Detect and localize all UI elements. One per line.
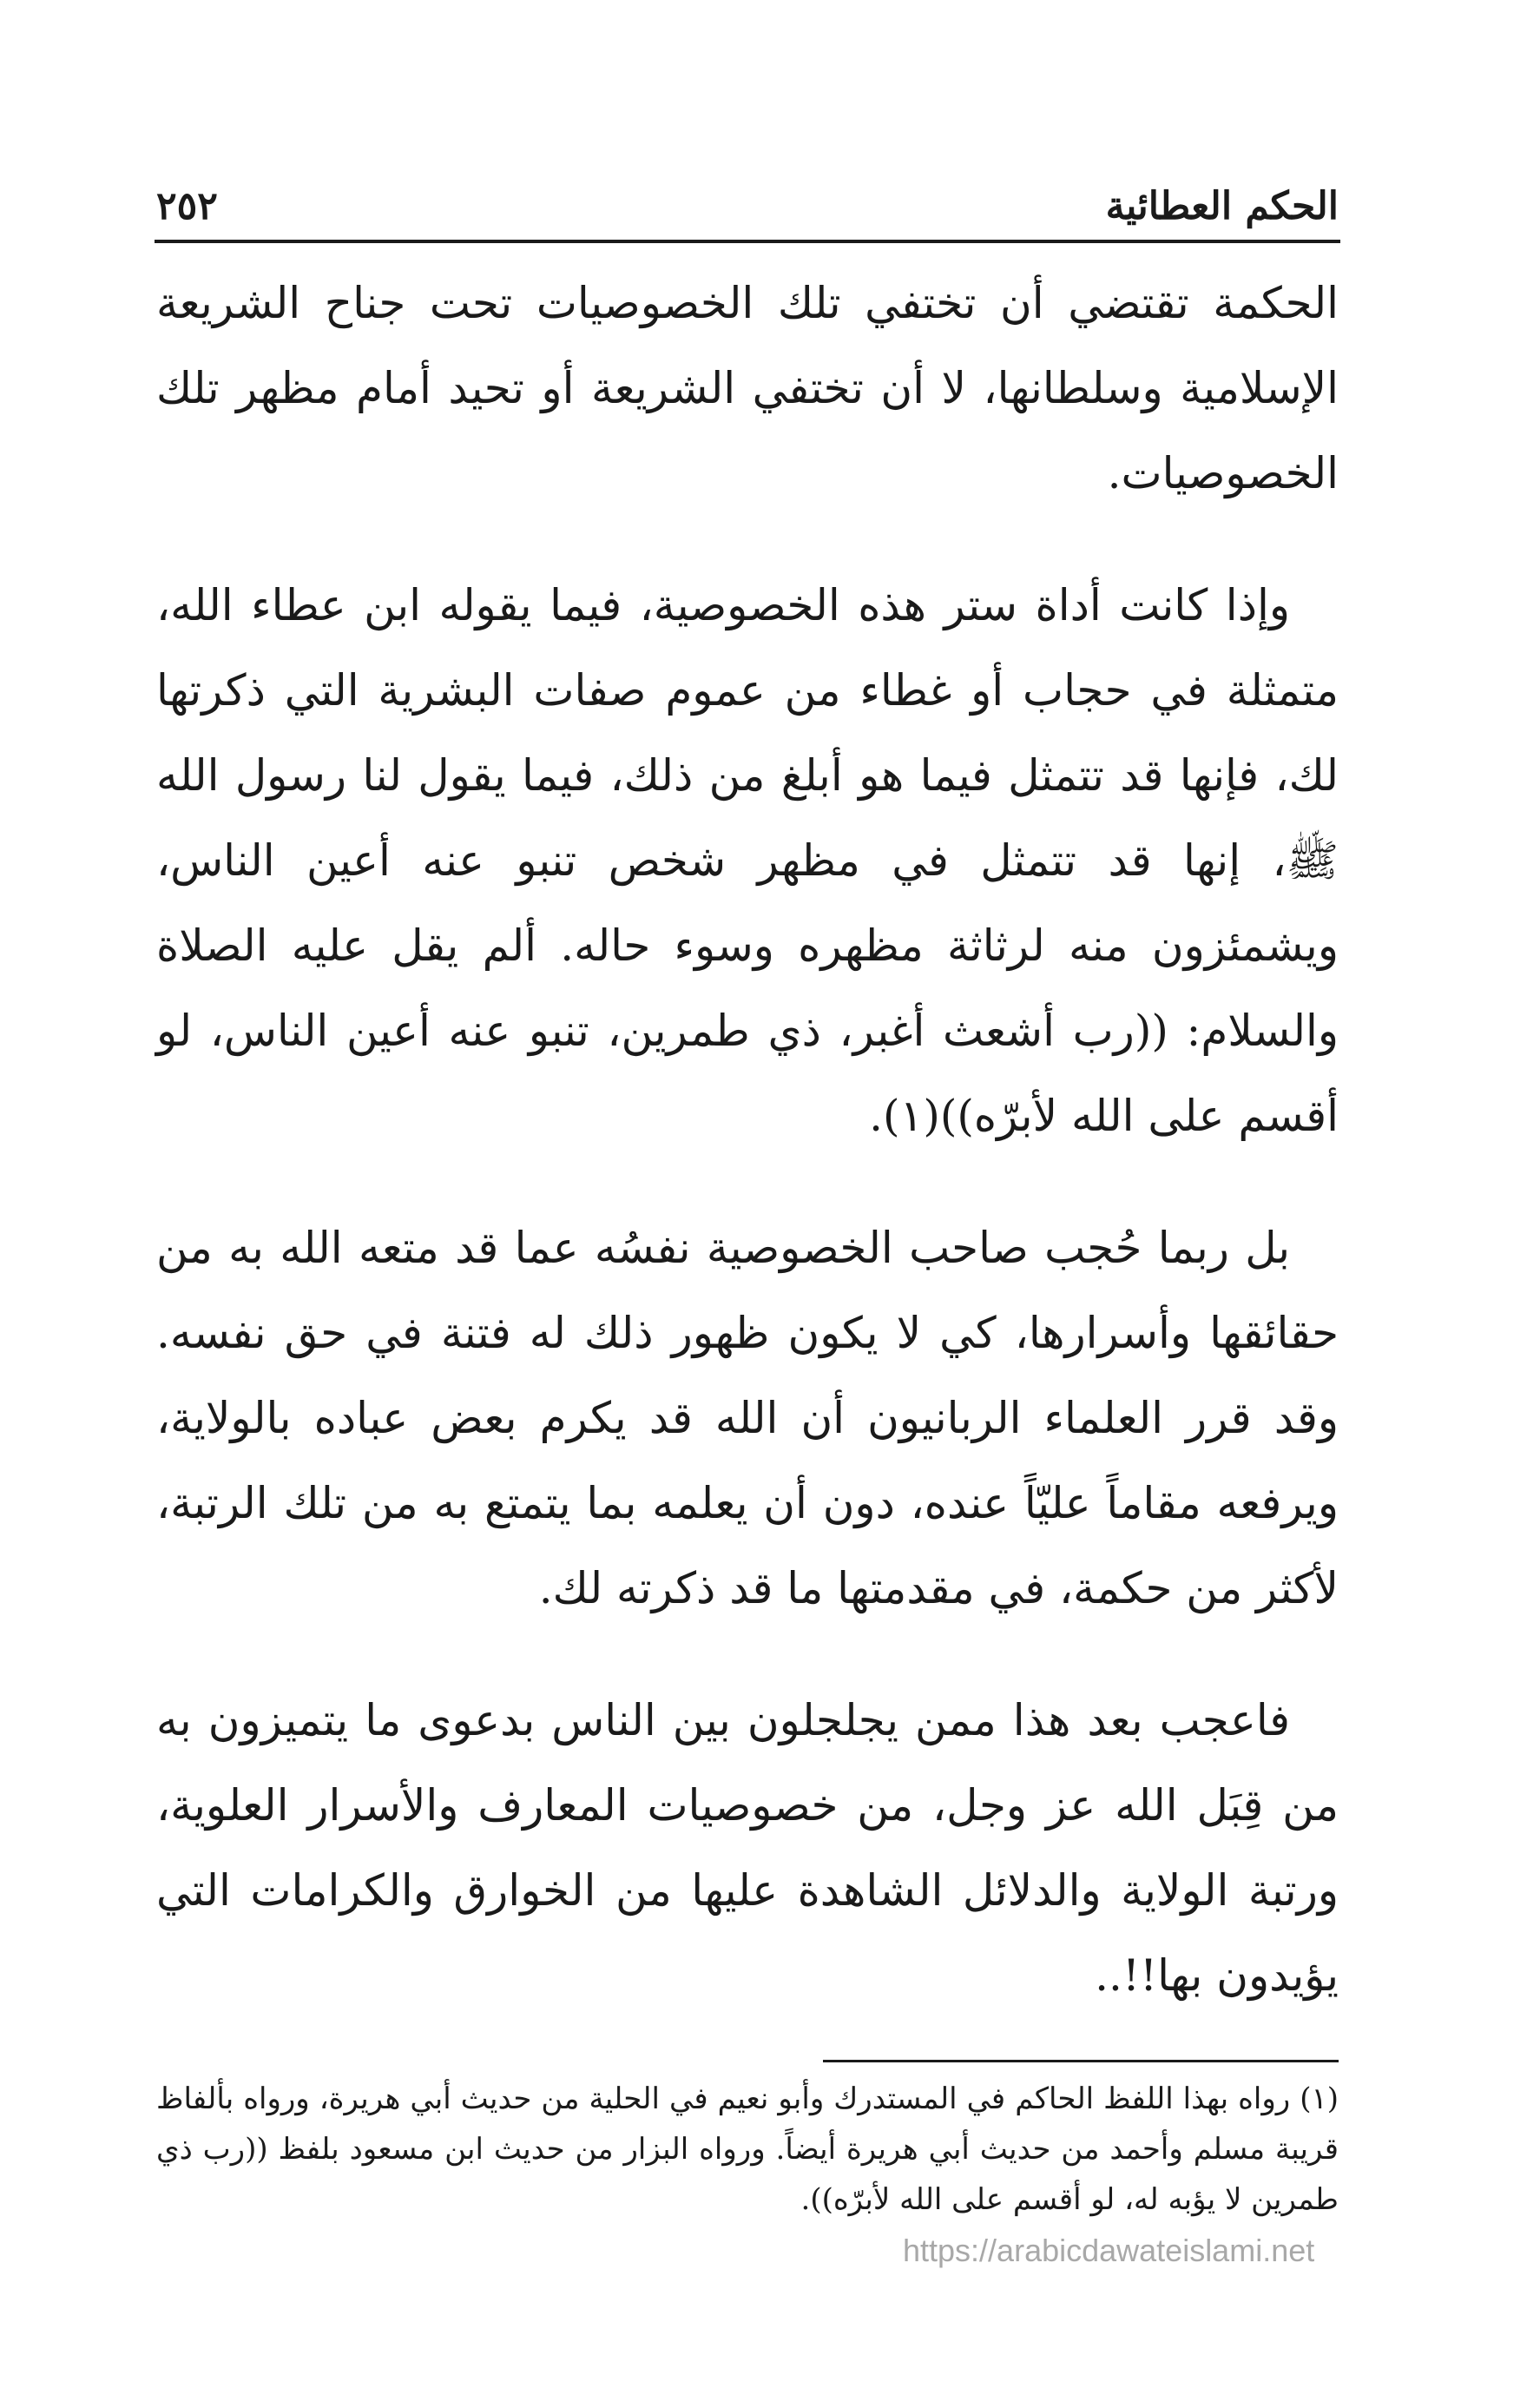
main-text: [156, 261, 1339, 2065]
paragraph-2: وإذا كانت أداة ستر هذه الخصوصية، فيما يقوله ابن عطاء الله، متمثلة في حجاب أو غطاء من عموم صفات البشرية التي ذكرتها لك، فإنها قد تتمثل فيما هو أبلغ من ذلك، فيما يقول لنا رسول الله ﷺ، إنها قد تتمثل في مظهر شخص تنبو عنه أعين الناس، ويشمئزون منه لرثاثة مظهره وسوء حاله. ألم يقل عليه الصلاة والسلام: ((رب أشعث أغبر، ذي طمرين، تنبو عنه أعين الناس، لو أقسم على الله لأبرّه))(١).: [156, 580, 1339, 1141]
footnote-divider: [823, 2060, 1339, 2062]
paragraph-1: الحكمة تقتضي أن تختفي تلك الخصوصيات تحت جناح الشريعة الإسلامية وسلطانها، لا أن تختفي الشريعة أو تحيد أمام مظهر تلك الخصوصيات.: [156, 278, 1339, 498]
header-divider: [155, 240, 1340, 243]
watermark-url: https://arabicdawateislami.net: [903, 2233, 1315, 2268]
book-title: الحكم العطائية: [1105, 184, 1339, 228]
page-number: ٢٥٢: [156, 184, 218, 228]
paragraph-3: بل ربما حُجب صاحب الخصوصية نفسُه عما قد متعه الله به من حقائقها وأسرارها، كي لا يكون ظهور ذلك له فتنة في حق نفسه. وقد قرر العلماء الربانيون أن الله قد يكرم بعض عباده بالولاية، ويرفعه مقاماً عليّاً عنده، دون أن يعلمه بما يتمتع به من تلك الرتبة، لأكثر من حكمة، في مقدمتها ما قد ذكرته لك.: [156, 1223, 1339, 1613]
footnotes: [156, 2074, 1339, 2225]
running-header: [156, 178, 1339, 235]
footnote-1: (١) رواه بهذا اللفظ الحاكم في المستدرك وأبو نعيم في الحلية من حديث أبي هريرة، ورواه بألفاظ قريبة مسلم وأحمد من حديث أبي هريرة أيضاً. ورواه البزار من حديث ابن مسعود بلفظ ((رب ذي طمرين لا يؤبه له، لو أقسم على الله لأبرّه)).: [156, 2081, 1339, 2217]
paragraph-4: فاعجب بعد هذا ممن يجلجلون بين الناس بدعوى ما يتميزون به من قِبَل الله عز وجل، من خصوصيات المعارف والأسرار العلوية، ورتبة الولاية والدلائل الشاهدة عليها من الخوارق والكرامات التي يؤيدون بها!!..: [156, 1695, 1339, 2001]
